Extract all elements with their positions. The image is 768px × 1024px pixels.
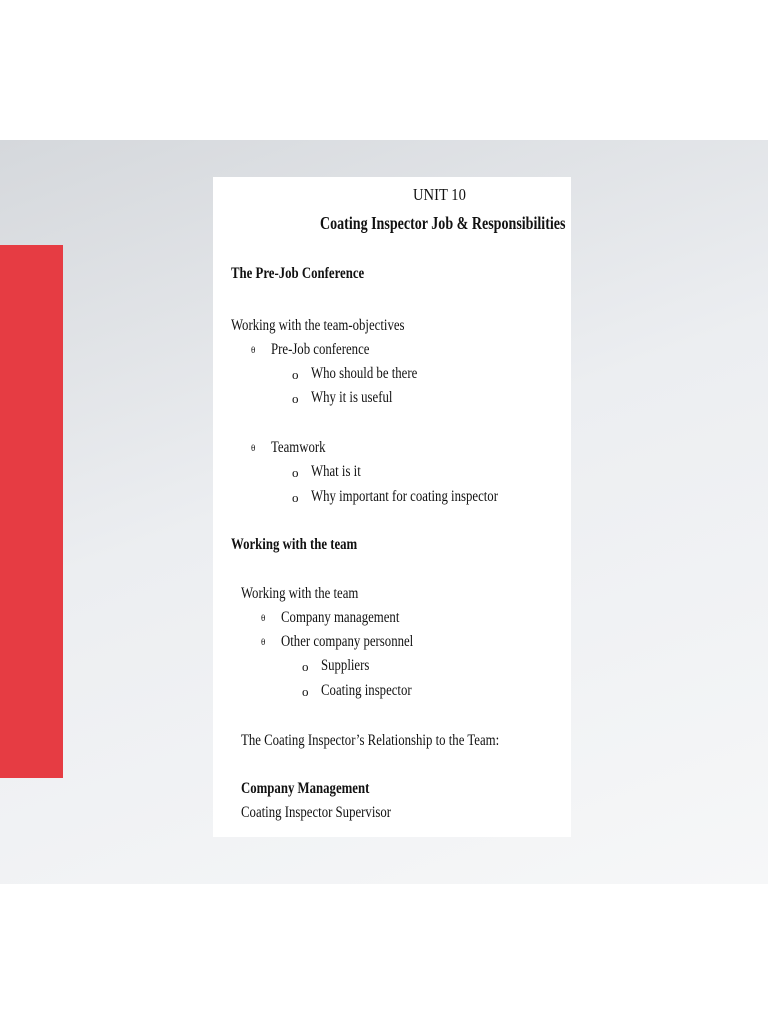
list-item: Other company personnel xyxy=(281,633,414,650)
list-item: Teamwork xyxy=(271,439,326,456)
list-item: Suppliers xyxy=(321,657,370,674)
bullet-icon: θ xyxy=(261,637,266,647)
section-heading-working-team: Working with the team xyxy=(231,536,358,553)
bullet-icon: θ xyxy=(251,443,256,453)
list-item: Pre-Job conference xyxy=(271,341,370,358)
section-heading-pre-job: The Pre-Job Conference xyxy=(231,265,365,282)
list-item: What is it xyxy=(311,463,361,480)
section-heading-company-management: Company Management xyxy=(241,780,370,797)
list-item: Who should be there xyxy=(311,365,418,382)
list-item: Why important for coating inspector xyxy=(311,488,498,505)
unit-heading: UNIT 10 xyxy=(413,185,466,204)
document-title: Coating Inspector Job & Responsibilities xyxy=(320,213,566,233)
list-item: Coating inspector xyxy=(321,682,412,699)
bullet-icon: θ xyxy=(251,345,256,355)
sub-bullet-icon: o xyxy=(302,684,309,699)
section2-intro: Working with the team xyxy=(241,585,359,602)
relationship-line: The Coating Inspector’s Relationship to the Team: xyxy=(241,732,500,749)
sub-bullet-icon: o xyxy=(292,391,299,406)
list-item: Company management xyxy=(281,609,400,626)
sub-bullet-icon: o xyxy=(292,490,299,505)
document-page xyxy=(213,177,571,837)
list-item: Why it is useful xyxy=(311,389,393,406)
section1-intro: Working with the team-objectives xyxy=(231,317,405,334)
sub-bullet-icon: o xyxy=(292,367,299,382)
sub-bullet-icon: o xyxy=(302,659,309,674)
sub-bullet-icon: o xyxy=(292,465,299,480)
accent-bar xyxy=(0,245,63,778)
section3-line: Coating Inspector Supervisor xyxy=(241,804,392,821)
bullet-icon: θ xyxy=(261,613,266,623)
